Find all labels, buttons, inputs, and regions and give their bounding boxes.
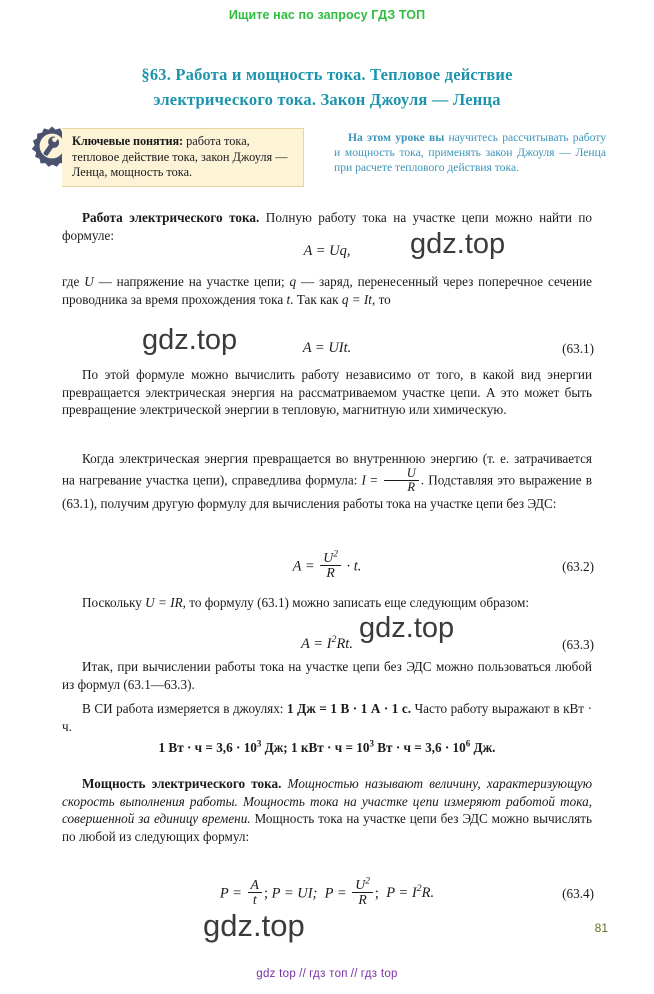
formula-63-2 <box>62 549 594 582</box>
formula-63-4 <box>62 876 594 909</box>
lesson-goals-text: научитесь рассчитывать работу и мощность тока, применять закон Джоуля — Ленца при расчете теплового действия тока. <box>334 131 606 175</box>
paragraph-ohms-substitution <box>62 594 592 612</box>
formula-63-2-numerator <box>320 551 341 565</box>
f5-part4-base: P = I <box>386 885 417 902</box>
promo-footer-separator-1: // <box>299 968 307 980</box>
p4-equals: = <box>365 472 382 488</box>
formula-63-4-number: (63.4) <box>562 885 594 901</box>
fraction-denominator-r: R <box>384 480 419 494</box>
p4-text-a: Когда электрическая энергия превращается во внутреннюю энергию (т. е. затрачивается на нагревание участка цепи), справедлива формула: <box>62 451 592 488</box>
f3-num-exponent: 2 <box>333 549 338 560</box>
watermark-gdz-top: gdz.top <box>410 228 506 260</box>
power-definition-italic: Мощностью называют величину, характеризующую скорость выполнения работы. Мощность тока на участке цепи измеряют работой тока, совершенной за единицу времени. <box>62 776 592 827</box>
formula-63-4-fraction-a-over-t <box>248 878 262 908</box>
inline-fraction-u-over-r <box>384 467 419 494</box>
watermark-gdz-top: gdz.top <box>359 612 455 644</box>
subheading-power-of-current: Мощность электрического тока. <box>82 776 282 791</box>
paragraph-variable-definitions <box>62 273 592 308</box>
p2-text-a: где <box>62 274 85 289</box>
key-concepts-label: Ключевые понятия: <box>72 134 184 148</box>
symbol-q: q <box>289 274 297 289</box>
formula-63-1-number: (63.1) <box>562 340 594 356</box>
page-title-line-2: электрического тока. Закон Джоуля — Ленца <box>153 90 501 109</box>
f4-exponent: 2 <box>331 634 337 646</box>
f5-part4-tail: R. <box>421 885 435 902</box>
promo-footer-separator-2: // <box>350 968 358 980</box>
watermark-gdz-top: gdz.top <box>203 908 305 943</box>
formula-a-equals-uq-expr: A = Uq, <box>303 243 351 259</box>
formula-63-2-number: (63.2) <box>562 558 594 574</box>
formula-63-4-part4 <box>386 885 434 901</box>
p7-text-b: Часто работу выражают в кВт · ч. <box>62 701 592 734</box>
formula-63-4-sep2: ; <box>374 885 379 902</box>
formula-63-4-sep1: ; <box>263 885 268 902</box>
p2-text-b: — напряжение на участке цепи; <box>93 274 290 289</box>
inline-formula-u-equals-ir: U = IR <box>145 595 183 610</box>
f5-num-u: U <box>355 877 366 892</box>
f4-expr-tail: Rt. <box>336 636 353 652</box>
f3-num-base: U <box>323 550 334 565</box>
paragraph-1-text: Полную работу тока на участке цепи можно найти по формуле: <box>62 210 593 243</box>
promo-footer <box>0 968 654 980</box>
unit-line-c-exponent: 6 <box>465 738 471 749</box>
p4-text-b: . Подставляя это выражение в (63.1), получим другую формулу для вычисления работы тока на участке цепи без ЭДС: <box>62 472 592 511</box>
p8-text-rest: Мощность тока на участке цепи без ЭДС можно вычислять по любой из следующих формул: <box>62 811 592 844</box>
unit-conversion-line <box>62 740 592 756</box>
f5-num-u-exponent: 2 <box>365 876 370 887</box>
symbol-t: t <box>286 291 291 307</box>
page-title <box>66 62 588 112</box>
paragraph-si-units <box>62 700 592 735</box>
promo-footer-part-3: гдз top <box>360 968 398 980</box>
unit-line-a: 1 Вт · ч = 3,6 · 10 <box>158 740 257 755</box>
promo-header-text: Ищите нас по запросу ГДЗ ТОП <box>228 8 426 22</box>
symbol-U: U <box>84 274 94 289</box>
f5-num-a: A <box>250 877 259 892</box>
formula-63-2-fraction <box>320 551 341 581</box>
key-concepts-box <box>62 128 304 187</box>
lesson-goals <box>334 130 606 176</box>
p2-text-e: , то <box>371 291 391 307</box>
unit-line-b: Дж; 1 кВт · ч = 10 <box>261 740 370 755</box>
lesson-goals-lead: На этом уроке вы <box>348 131 445 144</box>
promo-footer-part-2: гдз топ <box>309 968 348 980</box>
formula-63-4-part3-lhs: P = <box>324 885 351 902</box>
formula-63-4-part2: P = UI; <box>271 885 318 902</box>
paragraph-summary-formulas: Итак, при вычислении работы тока на участке цепи без ЭДС можно пользоваться любой из формул (63.1—63.3). <box>62 659 592 692</box>
p7-text-a: В СИ работа измеряется в джоулях: <box>82 701 287 716</box>
paragraph-work-of-current <box>62 209 592 244</box>
p5-text-b: , то формулу (63.1) можно записать еще следующим образом: <box>182 595 530 610</box>
formula-63-1-expr: A = UIt. <box>302 340 352 356</box>
unit-line-b-exponent: 3 <box>369 738 374 749</box>
paragraph-energy-conversion: По этой формуле можно вычислить работу независимо от того, в какой вид энергии превращается электрическая энергия на рассматриваемом участке цепи. А это может быть превращение электрической энергии в тепловую, магнитную или химическую. <box>62 367 592 418</box>
p2-text-d: . Так как <box>290 291 342 307</box>
page-title-line-1: §63. Работа и мощность тока. Тепловое действие <box>141 65 513 84</box>
fraction-numerator-u: U <box>406 465 416 480</box>
subheading-work-of-current: Работа электрического тока. <box>82 210 260 225</box>
formula-63-2-tail: · t. <box>342 558 362 575</box>
f5-part4-exponent: 2 <box>416 883 422 895</box>
f4-expr-base: A = I <box>301 636 332 652</box>
promo-footer-part-1: gdz top <box>256 968 297 980</box>
formula-a-equals-uq <box>62 243 592 260</box>
f5-den-t: t <box>248 892 262 907</box>
p2-text-c: — заряд, перенесенный через поперечное сечение проводника за время прохождения тока <box>62 274 592 307</box>
formula-63-4-part1-lhs: P = <box>219 885 246 902</box>
page-number: 81 <box>594 921 608 935</box>
formula-63-3-expr <box>301 636 353 652</box>
p5-text-a: Поскольку <box>82 595 146 610</box>
unit-line-a-exponent: 3 <box>256 738 262 749</box>
key-concepts-text: работа тока, тепловое действие тока, закон Джоуля — Ленца, мощность тока. <box>72 134 288 180</box>
formula-63-2-denominator: R <box>320 565 341 580</box>
f5-num-u2 <box>352 878 373 892</box>
f5-den-r: R <box>352 892 373 907</box>
formula-63-2-lhs: A = <box>292 558 319 575</box>
formula-63-3-number: (63.3) <box>562 636 594 652</box>
formula-63-4-fraction-u2-over-r <box>352 878 373 908</box>
si-joule-definition: 1 Дж = 1 В · 1 А · 1 с. <box>287 701 412 716</box>
unit-line-d: Дж. <box>470 740 496 755</box>
paragraph-internal-energy <box>62 450 592 513</box>
formula-63-3 <box>62 636 592 653</box>
watermark-gdz-top: gdz.top <box>142 324 238 356</box>
symbol-I: I <box>361 472 366 488</box>
paragraph-power-of-current <box>62 775 592 845</box>
formula-63-1 <box>62 340 592 357</box>
inline-formula-q-equals-it: q = It <box>341 291 372 307</box>
unit-line-c: Вт · ч = 3,6 · 10 <box>373 740 466 755</box>
